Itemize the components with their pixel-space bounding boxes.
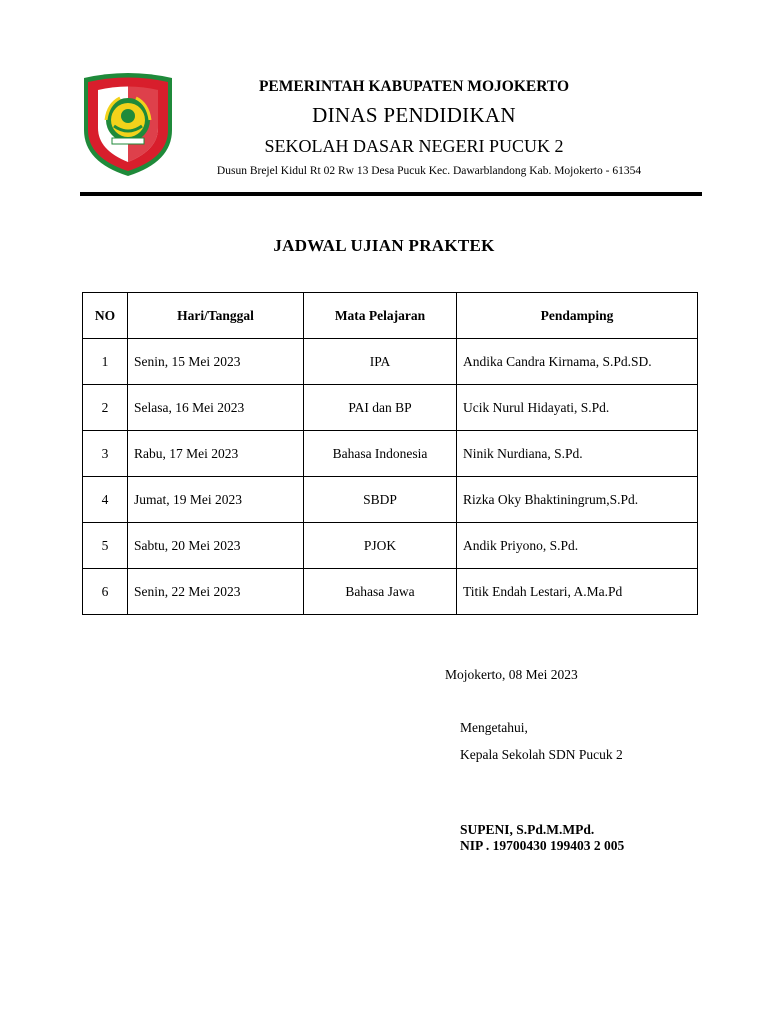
table-row <box>83 477 698 523</box>
letterhead-divider <box>80 192 702 196</box>
place-date: Mojokerto, 08 Mei 2023 <box>445 667 578 682</box>
cell-mata-pelajaran: PAI dan BP <box>304 385 457 431</box>
kop-address: Dusun Brejel Kidul Rt 02 Rw 13 Desa Pucuk Kec. Dawarblandong Kab. Mojokerto - 61354 <box>216 165 642 177</box>
cell-hari-tanggal: Sabtu, 20 Mei 2023 <box>128 523 304 569</box>
cell-no: 5 <box>83 523 128 569</box>
schedule-table <box>82 292 698 615</box>
cell-pendamping: Ninik Nurdiana, S.Pd. <box>457 431 698 477</box>
cell-hari-tanggal: Selasa, 16 Mei 2023 <box>128 385 304 431</box>
cell-hari-tanggal: Senin, 15 Mei 2023 <box>128 339 304 385</box>
cell-pendamping: Titik Endah Lestari, A.Ma.Pd <box>457 569 698 615</box>
cell-mata-pelajaran: PJOK <box>304 523 457 569</box>
table-header-row <box>83 293 698 339</box>
document-title: JADWAL UJIAN PRAKTEK <box>273 236 495 255</box>
header-mata-pelajaran: Mata Pelajaran <box>304 293 457 339</box>
table-row <box>83 431 698 477</box>
header-pendamping: Pendamping <box>457 293 698 339</box>
table-row <box>83 569 698 615</box>
signer-role: Kepala Sekolah SDN Pucuk 2 <box>460 747 623 762</box>
cell-no: 2 <box>83 385 128 431</box>
kop-government-line: PEMERINTAH KABUPATEN MOJOKERTO <box>258 78 570 95</box>
cell-mata-pelajaran: Bahasa Jawa <box>304 569 457 615</box>
cell-pendamping: Andik Priyono, S.Pd. <box>457 523 698 569</box>
cell-no: 4 <box>83 477 128 523</box>
kop-school-name: SEKOLAH DASAR NEGERI PUCUK 2 <box>264 136 564 156</box>
cell-no: 6 <box>83 569 128 615</box>
kop-department-line: DINAS PENDIDIKAN <box>312 103 516 127</box>
acknowledged-label: Mengetahui, <box>460 720 528 735</box>
signer-nip: NIP . 19700430 199403 2 005 <box>460 838 625 853</box>
cell-no: 3 <box>83 431 128 477</box>
header-hari-tanggal: Hari/Tanggal <box>128 293 304 339</box>
cell-no: 1 <box>83 339 128 385</box>
signer-name: SUPENI, S.Pd.M.MPd. <box>460 822 595 837</box>
cell-mata-pelajaran: Bahasa Indonesia <box>304 431 457 477</box>
cell-hari-tanggal: Senin, 22 Mei 2023 <box>128 569 304 615</box>
cell-hari-tanggal: Jumat, 19 Mei 2023 <box>128 477 304 523</box>
cell-hari-tanggal: Rabu, 17 Mei 2023 <box>128 431 304 477</box>
cell-mata-pelajaran: IPA <box>304 339 457 385</box>
cell-mata-pelajaran: SBDP <box>304 477 457 523</box>
cell-pendamping: Ucik Nurul Hidayati, S.Pd. <box>457 385 698 431</box>
table-row <box>83 339 698 385</box>
table-row <box>83 385 698 431</box>
cell-pendamping: Andika Candra Kirnama, S.Pd.SD. <box>457 339 698 385</box>
header-no: NO <box>83 293 128 339</box>
table-row <box>83 523 698 569</box>
cell-pendamping: Rizka Oky Bhaktiningrum,S.Pd. <box>457 477 698 523</box>
